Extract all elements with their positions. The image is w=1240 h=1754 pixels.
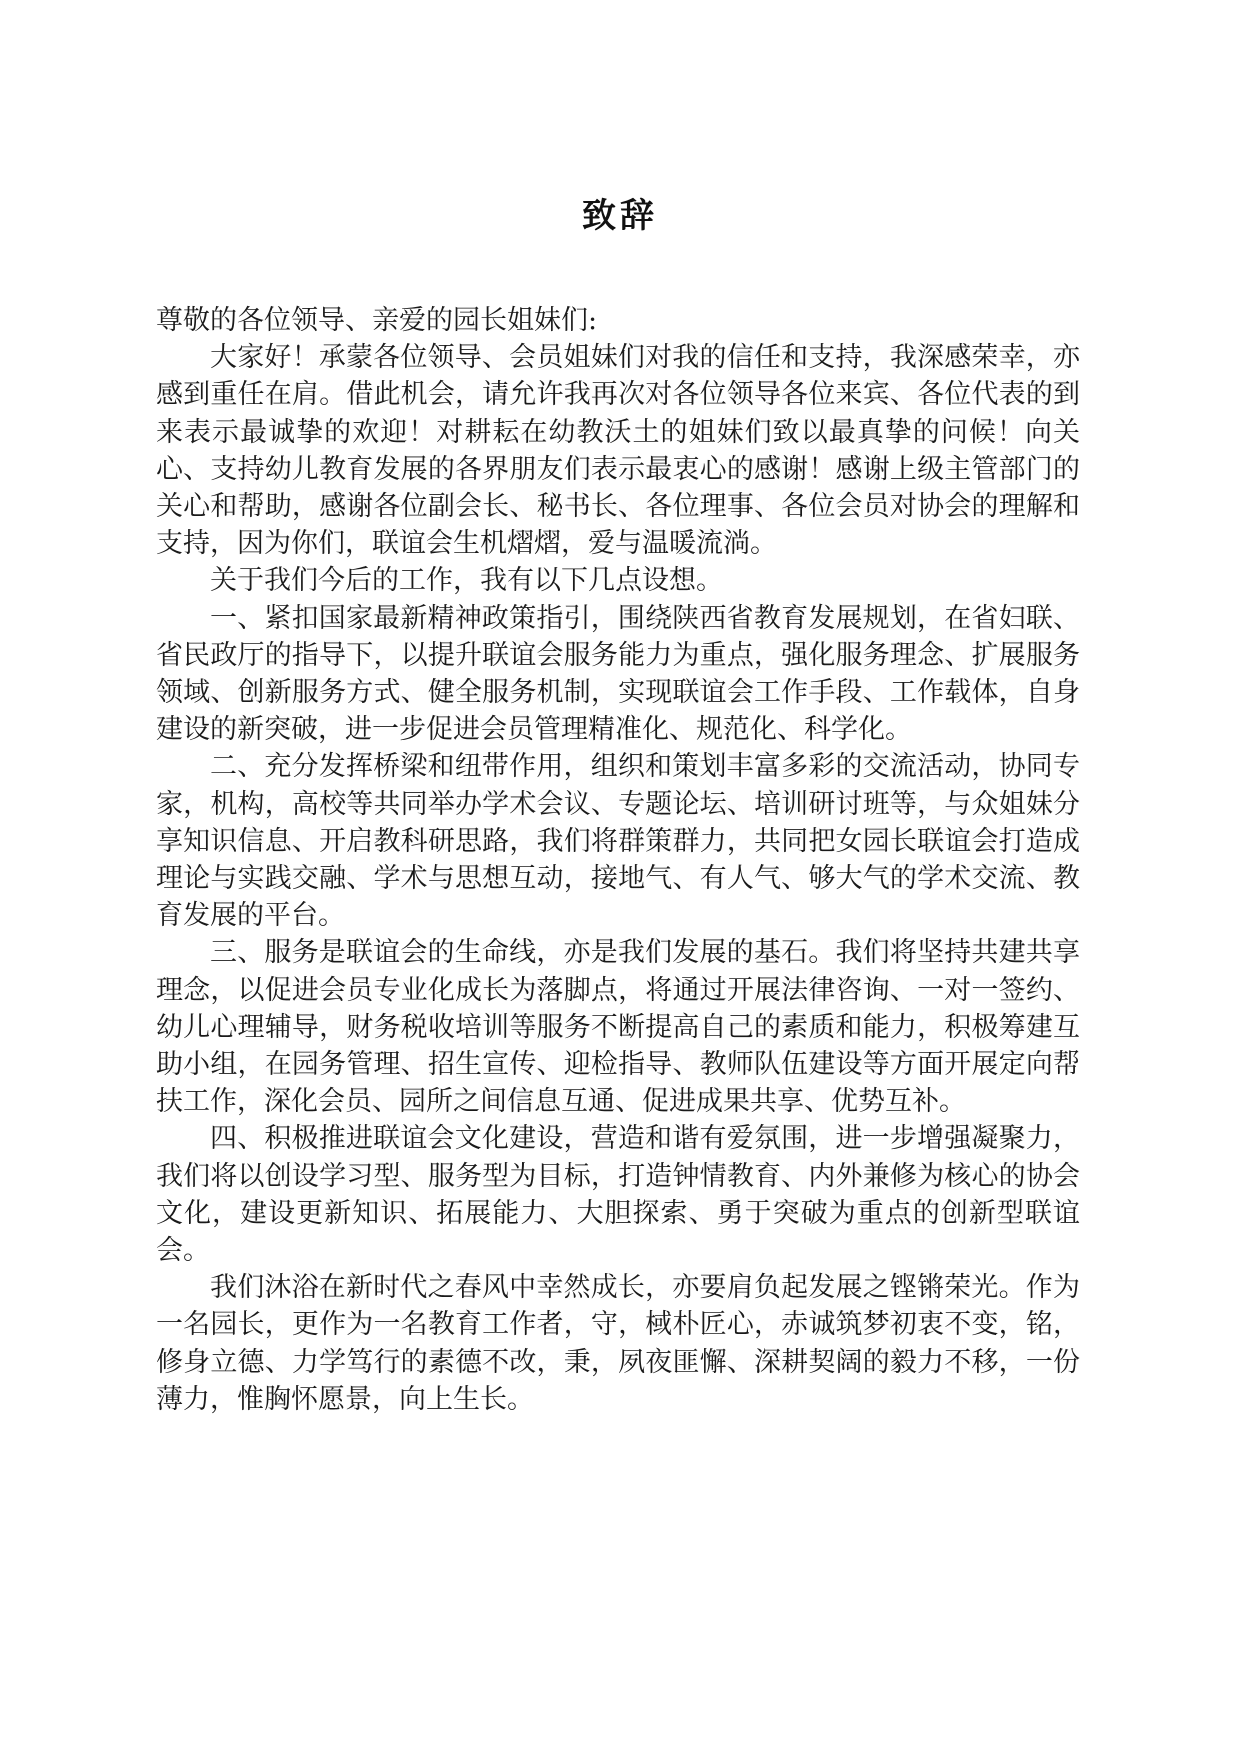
document-title: 致辞	[582, 196, 658, 236]
paragraph-intro-plans: 关于我们今后的工作，我有以下几点设想。	[210, 565, 723, 597]
paragraph-closing: 我们沐浴在新时代之春风中幸然成长，亦要肩负起发展之铿锵荣光。作为一名园长，更作为一名教育工作者，守，棫朴匠心，赤诚筑梦初衷不变，铭，修身立德、力学笃行的素德不改，秉，夙夜匪懈、深耕契阔的毅力不移，一份薄力，惟胸怀愿景，向上生长。	[156, 1272, 1080, 1415]
paragraph-plan-one: 一、紧扣国家最新精神政策指引，围绕陕西省教育发展规划，在省妇联、省民政厅的指导下，以提升联谊会服务能力为重点，强化服务理念、扩展服务领域、创新服务方式、健全服务机制，实现联谊会工作手段、工作载体，自身建设的新突破，进一步促进会员管理精准化、规范化、科学化。	[156, 602, 1080, 746]
paragraph-plan-four: 四、积极推进联谊会文化建设，营造和谐有爱氛围，进一步增强凝聚力，我们将以创设学习型、服务型为目标，打造钟情教育、内外兼修为核心的协会文化，建设更新知识、拓展能力、大胆探索、勇于突破为重点的创新型联谊会。	[156, 1123, 1080, 1267]
paragraph-plan-two: 二、充分发挥桥梁和纽带作用，组织和策划丰富多彩的交流活动，协同专家，机构，高校等共同举办学术会议、专题论坛、培训研讨班等，与众姐妹分享知识信息、开启教科研思路，我们将群策群力，共同把女园长联谊会打造成理论与实践交融、学术与思想互动，接地气、有人气、够大气的学术交流、教育发展的平台。	[156, 751, 1080, 932]
paragraph-plan-three: 三、服务是联谊会的生命线，亦是我们发展的基石。我们将坚持共建共享理念，以促进会员专业化成长为落脚点，将通过开展法律咨询、一对一签约、幼儿心理辅导，财务税收培训等服务不断提高自己的素质和能力，积极筹建互助小组，在园务管理、招生宣传、迎检指导、教师队伍建设等方面开展定向帮扶工作，深化会员、园所之间信息互通、促进成果共享、优势互补。	[156, 937, 1080, 1118]
paragraph-greeting: 大家好！承蒙各位领导、会员姐妹们对我的信任和支持，我深感荣幸，亦感到重任在肩。借此机会，请允许我再次对各位领导各位来宾、各位代表的到来表示最诚挚的欢迎！对耕耘在幼教沃土的姐妹们致以最真挚的问候！向关心、支持幼儿教育发展的各界朋友们表示最衷心的感谢！感谢上级主管部门的关心和帮助，感谢各位副会长、秘书长、各位理事、各位会员对协会的理解和支持，因为你们，联谊会生机熠熠，爱与温暖流淌。	[156, 342, 1080, 560]
document-body	[156, 302, 1080, 1418]
salutation: 尊敬的各位领导、亲爱的园长姐妹们:	[156, 305, 598, 336]
